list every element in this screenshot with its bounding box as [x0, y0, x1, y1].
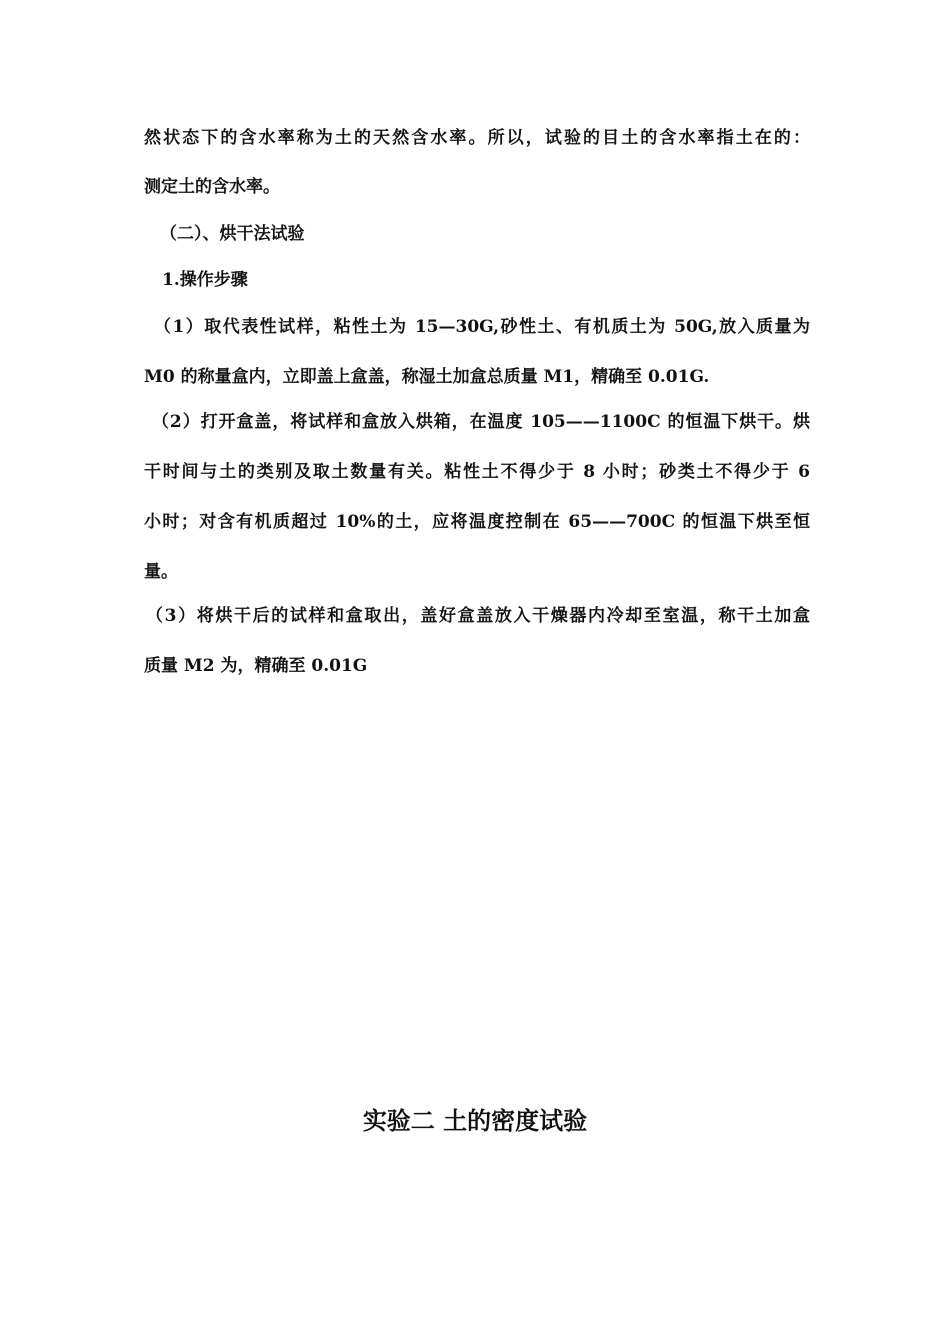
step-1-line-2: M0 的称量盒内，立即盖上盒盖，称湿土加盒总质量 M1，精确至 0.01G. — [144, 367, 710, 387]
step-2-line-1: （2）打开盒盖，将试样和盒放入烘箱，在温度 105——1100C 的恒温下烘干。烘 — [152, 412, 810, 432]
step-heading: 1.操作步骤 — [162, 270, 248, 290]
paragraph-line-1: 然状态下的含水率称为土的天然含水率。所以，试验的目土的含水率指土在的： — [144, 128, 810, 148]
step-2-line-2: 干时间与土的类别及取土数量有关。粘性土不得少于 8 小时；砂类土不得少于 6 — [144, 462, 810, 482]
paragraph-line-2: 测定土的含水率。 — [144, 177, 280, 197]
step-2-line-4: 量。 — [144, 562, 178, 582]
step-3-line-2: 质量 M2 为，精确至 0.01G — [144, 656, 368, 676]
step-3-line-1: （3）将烘干后的试样和盒取出，盖好盒盖放入干燥器内冷却至室温，称干土加盒 — [146, 606, 810, 626]
section-title: 实验二 土的密度试验 — [362, 1106, 588, 1135]
step-1-line-1: （1）取代表性试样，粘性土为 15—30G,砂性土、有机质土为 50G,放入质量为 — [154, 317, 810, 337]
step-2-line-3: 小时；对含有机质超过 10%的土，应将温度控制在 65——700C 的恒温下烘至恒 — [144, 512, 810, 532]
subsection-heading: （二）、烘干法试验 — [160, 224, 305, 244]
